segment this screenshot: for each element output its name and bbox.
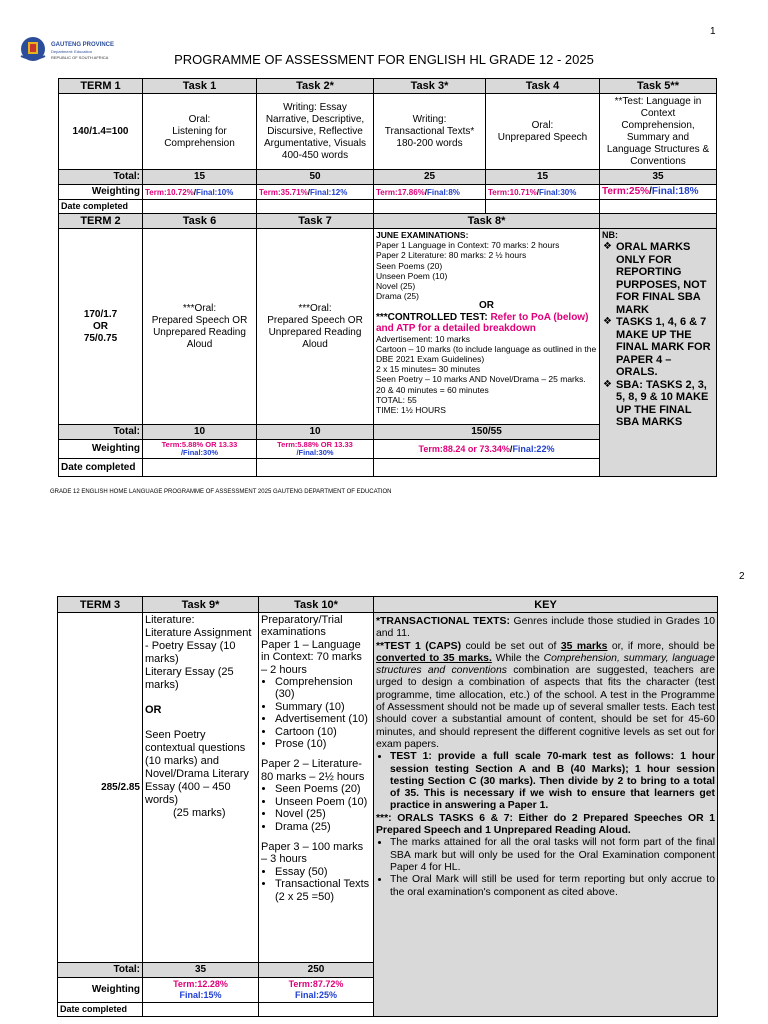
header-task5: Task 5**: [600, 79, 717, 94]
header-task9: Task 9*: [143, 597, 259, 613]
term2-total-label: Total:: [59, 425, 143, 440]
task7-desc: ***Oral: Prepared Speech OR Unprepared Reading Aloud: [257, 229, 374, 425]
task7-date-cell[interactable]: [257, 459, 374, 477]
task1-total: 15: [143, 170, 257, 185]
logo-sub2: REPUBLIC OF SOUTH AFRICA: [51, 55, 109, 60]
task5-desc: **Test: Language in Context Comprehension, Summary and Language Structures & Conventions: [600, 94, 717, 170]
list-item: • Prose (10): [275, 738, 371, 750]
header-key: KEY: [374, 597, 718, 613]
list-item: • Cartoon (10): [275, 726, 371, 738]
task5-total: 35: [600, 170, 717, 185]
header-term2: TERM 2: [59, 214, 143, 229]
header-term1: TERM 1: [59, 79, 143, 94]
term1-row-label: 140/1.4=100: [59, 94, 143, 170]
list-item: • Advertisement (10): [275, 713, 371, 725]
task3-total: 25: [374, 170, 486, 185]
list-item: • Drama (25): [275, 821, 371, 833]
task4-weighting: Term:10.71%/Final:30%: [486, 185, 600, 200]
list-item: • Comprehension (30): [275, 676, 371, 701]
key-bullet: • TEST 1: provide a full scale 70-mark test as follows: 1 hour session testing Section A and B (40 Marks); 1 hour session testing Section C (30 marks). Then divide by 2 to bring to a total of 35. This is necessary if we wish to ensure that learners get practice in answering a Paper 1.: [390, 751, 715, 812]
list-item: • Unseen Poem (10): [275, 796, 371, 808]
header-task3: Task 3*: [374, 79, 486, 94]
task7-weighting: Term:5.88% OR 13.33 /Final:30%: [257, 440, 374, 459]
term3-weighting-label: Weighting: [58, 978, 143, 1003]
task8-desc: JUNE EXAMINATIONS: Paper 1 Language in Context: 70 marks: 2 hours Paper 2 Literature: 80 marks: 2 ½ hours Seen Poems (20) Unseen Poem (10) Novel (25) Drama (25) OR ***CONTROLLED TEST: Refer to PoA (below) and ATP for a detailed breakdown Advertisement: 10 marks Cartoon – 10 marks (to include language as outlined in the DBE 2021 Exam Guidelines) 2 x 15 minutes= 30 minutes Seen Poetry – 10 marks AND Novel/Drama – 25 marks. 20 & 40 minutes = 60 minutes TOTAL: 55 TIME: 1½ HOURS: [374, 229, 600, 425]
task2-total: 50: [257, 170, 374, 185]
nb-notes: NB: ❖ ORAL MARKS ONLY FOR REPORTING PURPOSES, NOT FOR FINAL SBA MARK ❖ TASKS 1, 4, 6 & 7 MAKE UP THE FINAL MARK FOR PAPER 4 – ORALS. ❖ SBA: TASKS 2, 3, 5, 8, 9 & 10 MAKE UP THE FINAL SBA MARKS: [600, 229, 717, 477]
logo-sub1: Department: Education: [51, 49, 92, 54]
term1-date-label: Date completed: [59, 200, 143, 214]
term3-row-label: 285/2.85: [58, 613, 143, 963]
task9-date-cell[interactable]: [143, 1003, 259, 1017]
page-number-2: 2: [739, 571, 745, 582]
term1-weighting-label: Weighting: [59, 185, 143, 200]
task1-weighting: Term:10.72%/Final:10%: [143, 185, 257, 200]
task1-date-cell[interactable]: [143, 200, 257, 214]
header-task8: Task 8*: [374, 214, 600, 229]
task1-desc: Oral: Listening for Comprehension: [143, 94, 257, 170]
task10-total: 250: [259, 963, 374, 978]
key-bullet: • The marks attained for all the oral tasks will not form part of the final SBA mark but will only be used for the Oral Examination component Paper 4 for HL.: [390, 837, 715, 874]
task2-desc: Writing: Essay Narrative, Descriptive, Discursive, Reflective Argumentative, Visuals 400-450 words: [257, 94, 374, 170]
task6-total: 10: [143, 425, 257, 440]
term3-table: [57, 596, 718, 1017]
header-task10: Task 10*: [259, 597, 374, 613]
task9-desc: Literature: Literature Assignment - Poetry Essay (10 marks) Literary Essay (25 marks) OR Seen Poetry contextual questions (10 marks) and Novel/Drama Literary Essay (400 – 450 words) (25 marks): [143, 613, 259, 963]
task6-desc: ***Oral: Prepared Speech OR Unprepared Reading Aloud: [143, 229, 257, 425]
task10-desc: Preparatory/Trial examinations Paper 1 – Language in Context: 70 marks – 2 hours • Comprehension (30) • Summary (10) • Advertisement (10) • Cartoon (10) • Prose (10) Paper 2 – Literature- 80 marks – 2½ hours • Seen Poems (20) • Unseen Poem (10) • Novel (25) • Drama (25) Paper 3 – 100 marks – 3 hours • Essay (50) • Transactional Texts (2 x 25 =50): [259, 613, 374, 963]
header-nb-blank: [600, 214, 717, 229]
task8-date-cell[interactable]: [374, 459, 600, 477]
task8-total: 150/55: [374, 425, 600, 440]
header-term3: TERM 3: [58, 597, 143, 613]
task4-desc: Oral: Unprepared Speech: [486, 94, 600, 170]
task9-weighting: Term:12.28% Final:15%: [143, 978, 259, 1003]
header-task7: Task 7: [257, 214, 374, 229]
task4-total: 15: [486, 170, 600, 185]
logo-text: GAUTENG PROVINCE: [51, 42, 115, 48]
header-task2: Task 2*: [257, 79, 374, 94]
list-item: • Novel (25): [275, 808, 371, 820]
header-task4: Task 4: [486, 79, 600, 94]
term2-weighting-label: Weighting: [59, 440, 143, 459]
task2-weighting: Term:35.71%/Final:12%: [257, 185, 374, 200]
task5-date-cell[interactable]: [600, 200, 717, 214]
page-title: PROGRAMME OF ASSESSMENT FOR ENGLISH HL GRADE 12 - 2025: [174, 52, 594, 67]
key-bullet: • The Oral Mark will still be used for term reporting but only accrue to the oral examination's component as cited above.: [390, 874, 715, 899]
nb-item: ❖ TASKS 1, 4, 6 & 7 MAKE UP THE FINAL MARK FOR PAPER 4 – ORALS.: [616, 316, 714, 379]
list-item: • Summary (10): [275, 701, 371, 713]
nb-item: ❖ SBA: TASKS 2, 3, 5, 8, 9 & 10 MAKE UP THE FINAL SBA MARKS: [616, 379, 714, 429]
header-task1: Task 1: [143, 79, 257, 94]
list-item: • Transactional Texts (2 x 25 =50): [275, 878, 371, 903]
task3-date-cell[interactable]: [374, 200, 486, 214]
task10-date-cell[interactable]: [259, 1003, 374, 1017]
task3-desc: Writing: Transactional Texts* 180-200 words: [374, 94, 486, 170]
header-task6: Task 6: [143, 214, 257, 229]
term2-row-label: 170/1.7 OR 75/0.75: [59, 229, 143, 425]
page-number-1: 1: [710, 26, 716, 37]
term3-date-label: Date completed: [58, 1003, 143, 1017]
task9-total: 35: [143, 963, 259, 978]
task5-weighting: Term:25%/Final:18%: [600, 185, 717, 200]
term2-date-label: Date completed: [59, 459, 143, 477]
task2-date-cell[interactable]: [257, 200, 374, 214]
task3-weighting: Term:17.86%/Final:8%: [374, 185, 486, 200]
task10-weighting: Term:87.72% Final:25%: [259, 978, 374, 1003]
task6-weighting: Term:5.88% OR 13.33 /Final:30%: [143, 440, 257, 459]
task8-weighting: Term:88.24 or 73.34%/Final:22%: [374, 440, 600, 459]
term1-term2-table: [58, 78, 717, 477]
page-footer: GRADE 12 ENGLISH HOME LANGUAGE PROGRAMME OF ASSESSMENT 2025 GAUTENG DEPARTMENT OF EDUCATION: [50, 489, 392, 495]
nb-item: ❖ ORAL MARKS ONLY FOR REPORTING PURPOSES, NOT FOR FINAL SBA MARK: [616, 241, 714, 316]
list-item: • Seen Poems (20): [275, 783, 371, 795]
key-notes: *TRANSACTIONAL TEXTS: Genres include those studied in Grades 10 and 11. **TEST 1 (CAPS) could be set out of 35 marks or, if more, should be converted to 35 marks. While the Comprehension, summary, language structures and conventions combination are suggested, teachers are urged to design a combination of aspects that fits the character (test programme, time allocation, etc.) of the school. A test in the Programme of Assessment should not be made up of several smaller tests. Each test should cover a substantial amount of content, should be set for 45-60 minutes, and should represent the different cognitive levels as set out for exam papers. • TEST 1: provide a full scale 70-mark test as follows: 1 hour session testing Section A and B (40 Marks); 1 hour session testing Section C (30 marks). Then divide by 2 to bring to a total of 35. This is necessary if we wish to ensure that learners get practice in answering a Paper 1. ***: ORALS TASKS 6 & 7: Either do 2 Prepared Speeches OR 1 Prepared Speech and 1 Unprepared Reading Aloud. • The marks attained for all the oral tasks will not form part of the final SBA mark but will only be used for the Oral Examination component Paper 4 for HL. • The Oral Mark will still be used for term reporting but only accrue to the oral examination's component as cited above.: [374, 613, 718, 1017]
task4-date-cell[interactable]: [486, 200, 600, 214]
term1-total-label: Total:: [59, 170, 143, 185]
list-item: • Essay (50): [275, 866, 371, 878]
term3-total-label: Total:: [58, 963, 143, 978]
task7-total: 10: [257, 425, 374, 440]
task6-date-cell[interactable]: [143, 459, 257, 477]
